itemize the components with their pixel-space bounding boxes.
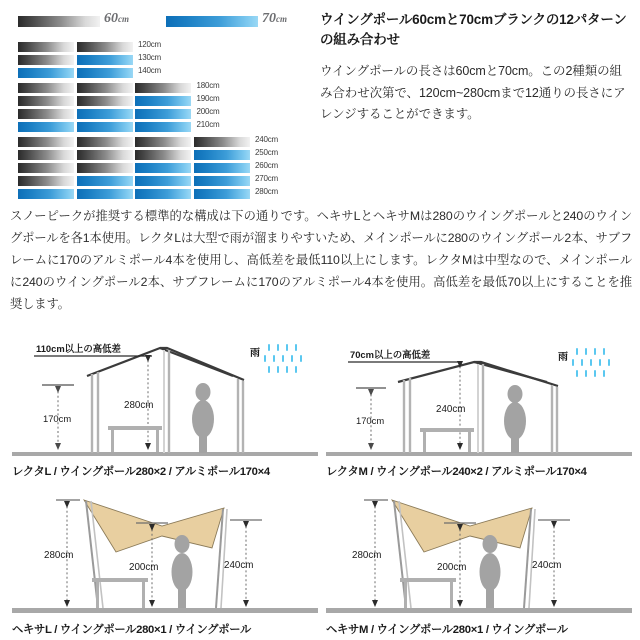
panel2-main-label: 240cm [436, 404, 466, 415]
pattern-row-label: 200cm [196, 107, 220, 116]
pole-segment-gray [18, 42, 74, 52]
pattern-row-label: 250cm [255, 148, 279, 157]
panel-rekuta-m-figure [326, 330, 632, 462]
panel4-center-label: 200cm [437, 562, 467, 573]
pattern-row [18, 163, 314, 173]
pole-segment-gray [135, 83, 191, 93]
page-title: ウイングポール60cmと70cmブランクの12パターンの組み合わせ [320, 12, 627, 47]
panel2-drop-label: 70cm以上の高低差 [350, 349, 431, 360]
panel4-left-label: 280cm [352, 550, 382, 561]
panel2-pole-label: 170cm [356, 415, 385, 426]
diagram-panels [0, 330, 640, 640]
legend-label-70cm: 70cm [262, 11, 287, 26]
pattern-group-4 [18, 137, 314, 199]
pole-segment-gray [18, 83, 74, 93]
panel3-right-label: 240cm [224, 560, 254, 571]
pattern-chart [0, 0, 316, 200]
rain-icon [264, 344, 302, 373]
panel-rekuta-l-figure [12, 330, 318, 462]
chart-rows [18, 42, 314, 204]
panel3-center-label: 200cm [129, 562, 159, 573]
panel4-right-label: 240cm [532, 560, 562, 571]
pole-segment-gray [77, 96, 133, 106]
pole-segment-blue [135, 163, 191, 173]
pole-segment-gray [77, 163, 133, 173]
panel3-left-label: 280cm [44, 550, 74, 561]
pole-segment-gray [18, 163, 74, 173]
panel-hekisa-l-figure [12, 482, 318, 620]
pattern-row [18, 109, 314, 119]
pattern-row [18, 189, 314, 199]
pole-segment-blue [77, 109, 133, 119]
pole-segment-blue [135, 122, 191, 132]
pole-segment-blue [18, 122, 74, 132]
pole-segment-gray [18, 55, 74, 65]
pattern-group-3 [18, 83, 314, 132]
pattern-row-label: 210cm [196, 120, 220, 129]
pole-segment-gray [77, 150, 133, 160]
pole-segment-blue [135, 176, 191, 186]
pattern-row [18, 150, 314, 160]
body-paragraph: スノーピークが推奨する標準的な構成は下の通りです。ヘキサLとヘキサMは280のウイングポールと240のウイングポールを各1本使用。レクタLは大型で雨が溜まりやすいため、メインポールに280のウイングポール2本、サブフレームに170のアルミポール4本を使用し、高低差を最低110以上にします。レクタMは中型なので、メインポールに240のウイングポール2本、サブフレームに170のアルミポール4本を使用。高低差を最低70以上にすることを推奨します。 [10, 209, 632, 311]
legend-item-60cm [18, 13, 160, 29]
pattern-row-label: 280cm [255, 187, 279, 196]
panel1-drop-label: 110cm以上の高低差 [36, 343, 121, 354]
panel-hekisa-m [326, 482, 632, 638]
pole-segment-gray [18, 109, 74, 119]
pole-segment-gray [135, 150, 191, 160]
pole-segment-blue [194, 150, 250, 160]
pattern-row [18, 83, 314, 93]
pole-segment-blue [135, 96, 191, 106]
pattern-row [18, 55, 314, 65]
pattern-row-label: 180cm [196, 81, 220, 90]
pole-segment-blue [18, 68, 74, 78]
pattern-row-label: 270cm [255, 174, 279, 183]
pole-segment-blue [18, 189, 74, 199]
pattern-row-label: 190cm [196, 94, 220, 103]
pole-segment-blue [135, 189, 191, 199]
pole-segment-gray [18, 137, 74, 147]
chart-legend [18, 13, 308, 35]
pattern-row [18, 42, 314, 52]
intro-block [320, 10, 632, 126]
legend-label-60cm: 60cm [104, 11, 129, 26]
legend-swatch-gray [18, 16, 100, 27]
rain-icon [572, 348, 610, 377]
panel-rekuta-m [326, 330, 632, 480]
pole-segment-gray [18, 176, 74, 186]
pattern-group-2 [18, 42, 314, 78]
panel-hekisa-l [12, 482, 318, 638]
pole-segment-blue [77, 55, 133, 65]
panel-caption-hekisa-l: ヘキサL / ウイングポール280×1 / ウイングポール [12, 624, 252, 636]
pole-segment-blue [77, 189, 133, 199]
panel-caption-rekuta-m: レクタM / ウイングポール240×2 / アルミポール170×4 [326, 466, 587, 478]
panel-caption-hekisa-m: ヘキサM / ウイングポール280×1 / ウイングポール [326, 624, 568, 636]
pole-segment-blue [194, 189, 250, 199]
pattern-row-label: 240cm [255, 135, 279, 144]
pole-segment-gray [18, 96, 74, 106]
panel-hekisa-m-figure [326, 482, 632, 620]
panel-rekuta-l [12, 330, 318, 480]
pole-segment-gray [77, 137, 133, 147]
pole-segment-blue [135, 109, 191, 119]
pattern-row-label: 120cm [138, 40, 162, 49]
panel1-rain-label: 雨 [250, 348, 260, 359]
intro-paragraph: ウイングポールの長さは60cmと70cm。この2種類の組み合わせ次第で、120cm~280cmまで12通りの長さにアレンジすることができます。 [320, 64, 626, 122]
pattern-row [18, 176, 314, 186]
legend-item-70cm [166, 13, 311, 29]
pattern-row [18, 68, 314, 78]
pattern-row-label: 140cm [138, 66, 162, 75]
pole-segment-gray [18, 150, 74, 160]
pole-segment-blue [77, 68, 133, 78]
panel2-rain-label: 雨 [558, 352, 568, 363]
pattern-row [18, 96, 314, 106]
pole-segment-gray [194, 137, 250, 147]
pole-segment-gray [77, 83, 133, 93]
pole-segment-blue [194, 176, 250, 186]
pattern-row-label: 260cm [255, 161, 279, 170]
pattern-row-label: 130cm [138, 53, 162, 62]
pattern-row [18, 137, 314, 147]
pole-segment-blue [194, 163, 250, 173]
pole-segment-gray [135, 137, 191, 147]
panel1-main-label: 280cm [124, 400, 154, 411]
panel1-pole-label: 170cm [43, 413, 72, 424]
pattern-row [18, 122, 314, 132]
panel-caption-rekuta-l: レクタL / ウイングポール280×2 / アルミポール170×4 [12, 466, 270, 478]
pole-segment-blue [77, 176, 133, 186]
pole-segment-gray [77, 42, 133, 52]
pole-segment-blue [77, 122, 133, 132]
legend-swatch-blue [166, 16, 258, 27]
